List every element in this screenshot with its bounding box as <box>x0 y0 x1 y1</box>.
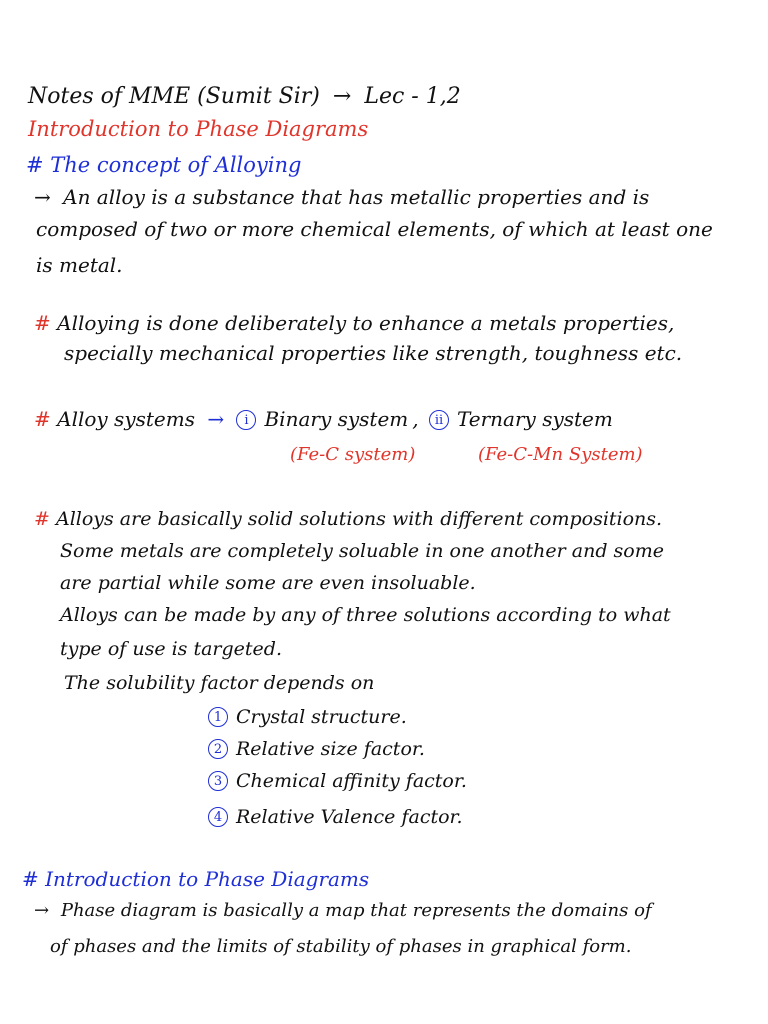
binary-system-label: Binary system <box>264 407 409 431</box>
factor-item <box>208 736 768 762</box>
alloying-purpose-line-1 <box>34 310 768 336</box>
lecture-number: Lec - 1,2 <box>364 84 461 109</box>
number-3-icon: 3 <box>208 771 228 791</box>
solid-solutions-text-1: Alloys are basically solid solutions with different compositions. <box>55 508 663 530</box>
number-4-icon: 4 <box>208 807 228 827</box>
numeral-i-icon: i <box>236 410 256 430</box>
ternary-example: (Fe-C-Mn System) <box>478 444 643 465</box>
solid-solutions-line-5: type of use is targeted. <box>60 638 282 660</box>
alloy-definition-text-1: An alloy is a substance that has metallic properties and is <box>63 185 650 209</box>
notes-title: Notes of MME (Sumit Sir) <box>28 84 320 109</box>
alloying-purpose-line-2: specially mechanical properties like strength, toughness etc. <box>64 341 683 365</box>
binary-example: (Fe-C system) <box>290 444 416 465</box>
section-heading-alloying: # The concept of Alloying <box>26 153 302 177</box>
solubility-intro: The solubility factor depends on <box>64 672 375 694</box>
arrow-icon: → <box>34 185 51 209</box>
alloy-definition-line-3: is metal. <box>36 253 123 277</box>
alloying-purpose-text-1: Alloying is done deliberately to enhance a metals properties, <box>57 311 675 335</box>
separator: , <box>412 407 419 431</box>
ternary-system-label: Ternary system <box>456 407 613 431</box>
factor-label: Crystal structure. <box>236 706 407 728</box>
arrow-icon: → <box>207 407 225 431</box>
number-2-icon: 2 <box>208 739 228 759</box>
arrow-icon: → <box>332 84 352 109</box>
factor-item <box>208 704 768 730</box>
alloy-systems-line <box>34 406 768 432</box>
factor-label: Relative size factor. <box>236 738 425 760</box>
solid-solutions-line-4: Alloys can be made by any of three solutions according to what <box>60 604 671 626</box>
factor-item <box>208 804 768 830</box>
solid-solutions-line-1 <box>34 506 768 532</box>
factor-label: Relative Valence factor. <box>236 806 463 828</box>
alloy-definition-line-1 <box>28 184 768 210</box>
number-1-icon: 1 <box>208 707 228 727</box>
alloy-definition-line-2: composed of two or more chemical elements, of which at least one <box>36 217 713 241</box>
numeral-ii-icon: ii <box>429 410 449 430</box>
solid-solutions-line-2: Some metals are completely soluable in one another and some <box>60 540 664 562</box>
section-heading-phase-diagrams: # Introduction to Phase Diagrams <box>22 867 370 891</box>
phase-diagram-definition-text-1: Phase diagram is basically a map that represents the domains of <box>60 900 652 921</box>
alloy-systems-label: Alloy systems <box>57 407 195 431</box>
phase-diagram-definition-line-2: of phases and the limits of stability of phases in graphical form. <box>50 936 632 957</box>
hash-icon: # <box>34 311 51 335</box>
hash-icon: # <box>34 407 51 431</box>
arrow-icon: → <box>34 900 50 921</box>
factor-label: Chemical affinity factor. <box>236 770 467 792</box>
factor-item <box>208 768 768 794</box>
phase-diagram-definition-line-1 <box>28 898 768 924</box>
solid-solutions-line-3: are partial while some are even insoluable. <box>60 572 476 594</box>
header-line <box>28 84 768 110</box>
page-title: Introduction to Phase Diagrams <box>28 117 369 141</box>
hash-icon: # <box>34 508 50 530</box>
